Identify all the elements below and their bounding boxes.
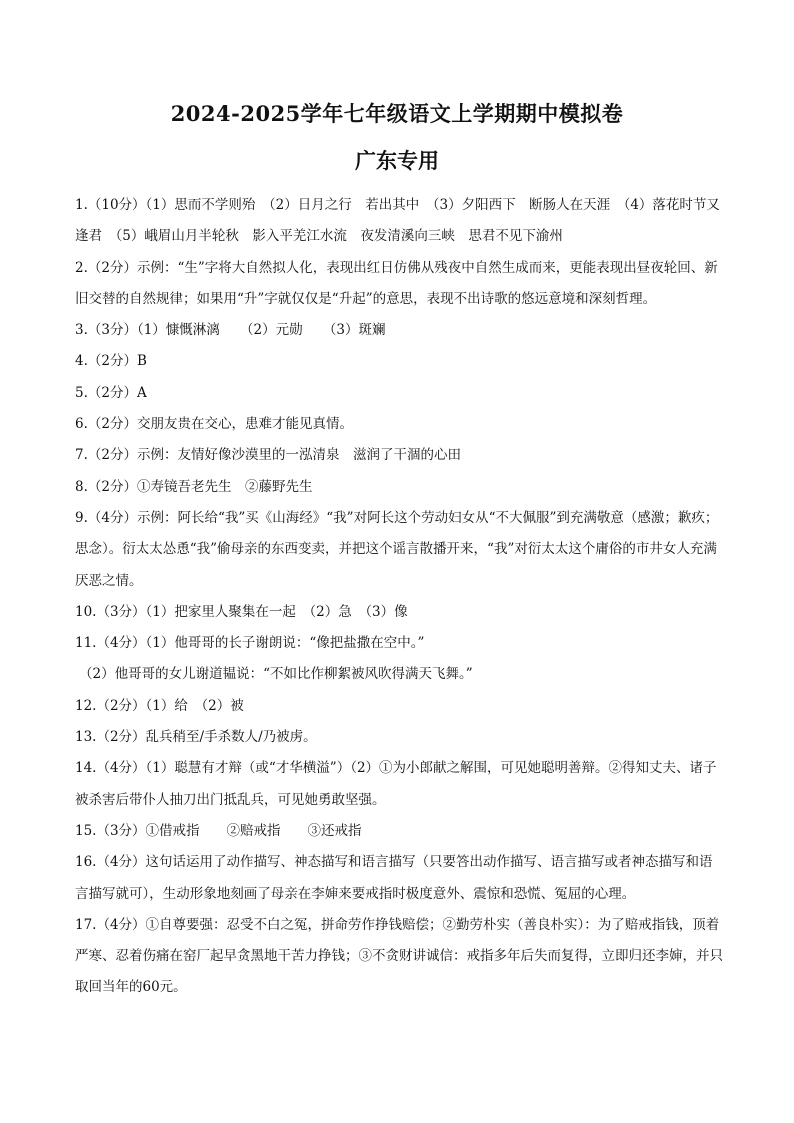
- answer-5: 5.（2分）A: [75, 384, 147, 401]
- answer-list: [75, 190, 723, 1004]
- answer-11-part2: （2）他哥哥的女儿谢道韫说：“不如比作柳絮被风吹得满天飞舞。”: [79, 666, 473, 683]
- answer-15: 15.（3分）①借戒指 ②赔戒指 ③还戒指: [75, 822, 362, 839]
- page-subtitle: 广东专用: [355, 148, 439, 173]
- answer-13: 13.（2分）乱兵稍至/手杀数人/乃被虏。: [75, 729, 317, 746]
- answer-14: 14.（4分）（1）聪慧有才辩（或“才华横溢”）（2）①为小郎献之解围，可见她聪明善辩。②得知丈夫、诸子被杀害后带仆人抽刀出门抵乱兵，可见她勇敢坚强。: [75, 760, 717, 808]
- answer-11-part1: 11.（4分）（1）他哥哥的长子谢朗说：“像把盐撒在空中。”: [75, 635, 425, 652]
- answer-8: 8.（2分）①寿镜吾老先生 ②藤野先生: [75, 478, 313, 495]
- answer-6: 6.（2分）交朋友贵在交心，患难才能见真情。: [75, 416, 353, 433]
- answer-12: 12.（2分）（1）给 （2）被: [75, 697, 244, 714]
- answer-10: 10.（3分）（1）把家里人聚集在一起 （2）急 （3）像: [75, 603, 408, 620]
- answer-16: 16.（4分）这句话运用了动作描写、神态描写和语言描写（只要答出动作描写、语言描写或者神态描写和语言描写就可），生动形象地刻画了母亲在李婶来要戒指时极度意外、震惊和恐慌、冤屈的心理。: [75, 854, 713, 902]
- answer-7: 7.（2分）示例：友情好像沙漠里的一泓清泉 滋润了干涸的心田: [75, 447, 461, 464]
- answer-1: 1.（10分）（1）思而不学则殆 （2）日月之行 若出其中 （3）夕阳西下 断肠人在天涯 （4）落花时节又逢君 （5）峨眉山月半轮秋 影入平羌江水流 夜发清溪向三峡 思君不见下渝州: [75, 197, 720, 245]
- answer-17: 17.（4分）①自尊要强：忍受不白之冤，拼命劳作挣钱赔偿；②勤劳朴实（善良朴实）：为了赔戒指钱，顶着严寒、忍着伤痛在窑厂起早贪黑地干苦力挣钱；③不贪财讲诚信：戒指多年后失而复得，立即归还李婶，并只取回当年的60元。: [75, 916, 723, 996]
- answer-2: 2.（2分）示例：“生”字将大自然拟人化，表现出红日仿佛从残夜中自然生成而来，更能表现出昼夜轮回、新旧交替的自然规律；如果用“升”字就仅仅是“升起”的意思，表现不出诗歌的悠远意境和深刻哲理。: [75, 259, 718, 307]
- answer-9: 9.（4分）示例：阿长给“我”买《山海经》“我”对阿长这个劳动妇女从“不大佩服”到充满敬意（感激；歉疚；思念）。衍太太怂恿“我”偷母亲的东西变卖，并把这个谣言散播开来，“我”对衍太太这个庸俗的市井女人充满厌恶之情。: [75, 509, 719, 589]
- page-title: 2024-2025学年七年级语文上学期期中模拟卷: [170, 101, 624, 126]
- answer-4: 4.（2分）B: [75, 353, 147, 370]
- answer-3: 3.（3分）（1）慷慨淋漓 （2）元勋 （3）斑斓: [75, 322, 386, 339]
